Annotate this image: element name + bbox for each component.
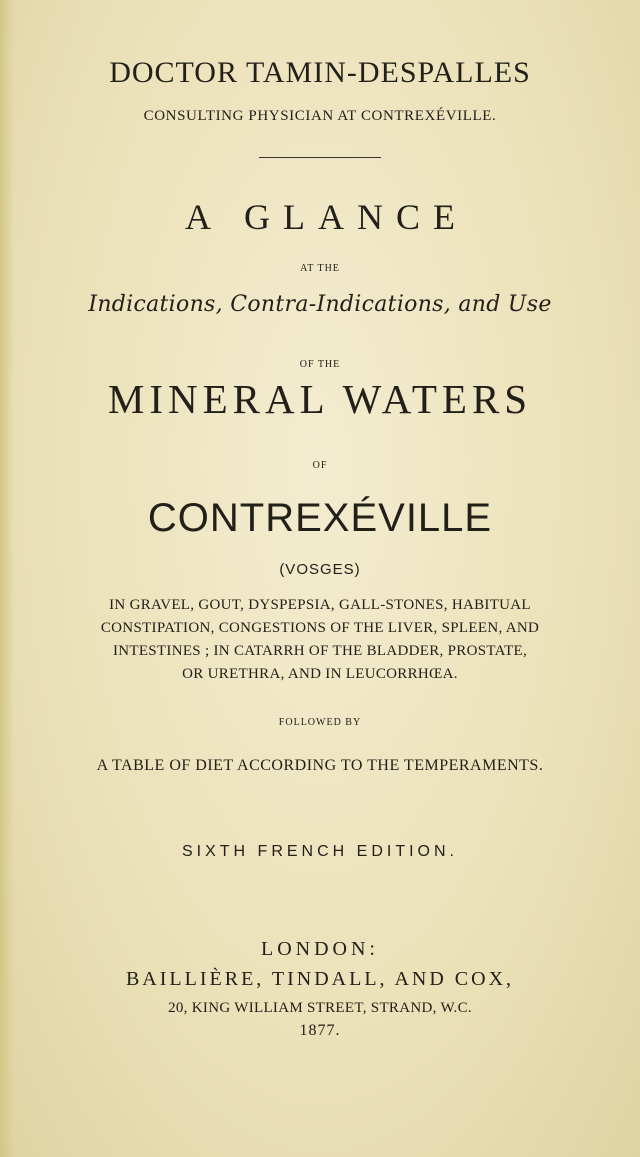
divider-rule [259,157,381,158]
imprint-publisher: BAILLIÈRE, TINDALL, AND COX, [125,968,515,990]
indications-line: CONSTIPATION, CONGESTIONS OF THE LIVER, SPLEEN, AND [100,620,540,636]
indications-line: OR URETHRA, AND IN LEUCORRHŒA. [182,666,458,682]
imprint-city: LONDON: [261,938,379,960]
place-heading: CONTREXÉVILLE [147,496,493,540]
author-name: DOCTOR TAMIN-DESPALLES [109,56,531,89]
author-position: CONSULTING PHYSICIAN AT CONTREXÉVILLE. [143,108,497,124]
main-title: A GLANCE [185,197,468,237]
at-the-label: AT THE [300,263,340,274]
diet-table-line: A TABLE OF DIET ACCORDING TO THE TEMPERAMENTS. [96,757,544,774]
of-label: OF [312,460,328,471]
edition-line: SIXTH FRENCH EDITION. [181,843,458,860]
imprint-year: 1877. [299,1022,341,1039]
region-label: (VOSGES) [279,561,361,578]
imprint-address: 20, KING WILLIAM STREET, STRAND, W.C. [168,1000,472,1016]
followed-by-label: FOLLOWED BY [278,717,362,728]
mineral-waters-heading: MINERAL WATERS [107,376,533,422]
subject-line: Indications, Contra-Indications, and Use [88,292,552,317]
indications-line: INTESTINES ; IN CATARRH OF THE BLADDER, PROSTATE, [112,643,528,659]
of-the-label: OF THE [299,359,341,370]
indications-block [0,594,640,686]
indications-line: IN GRAVEL, GOUT, DYSPEPSIA, GALL-STONES, HABITUAL [109,597,531,613]
